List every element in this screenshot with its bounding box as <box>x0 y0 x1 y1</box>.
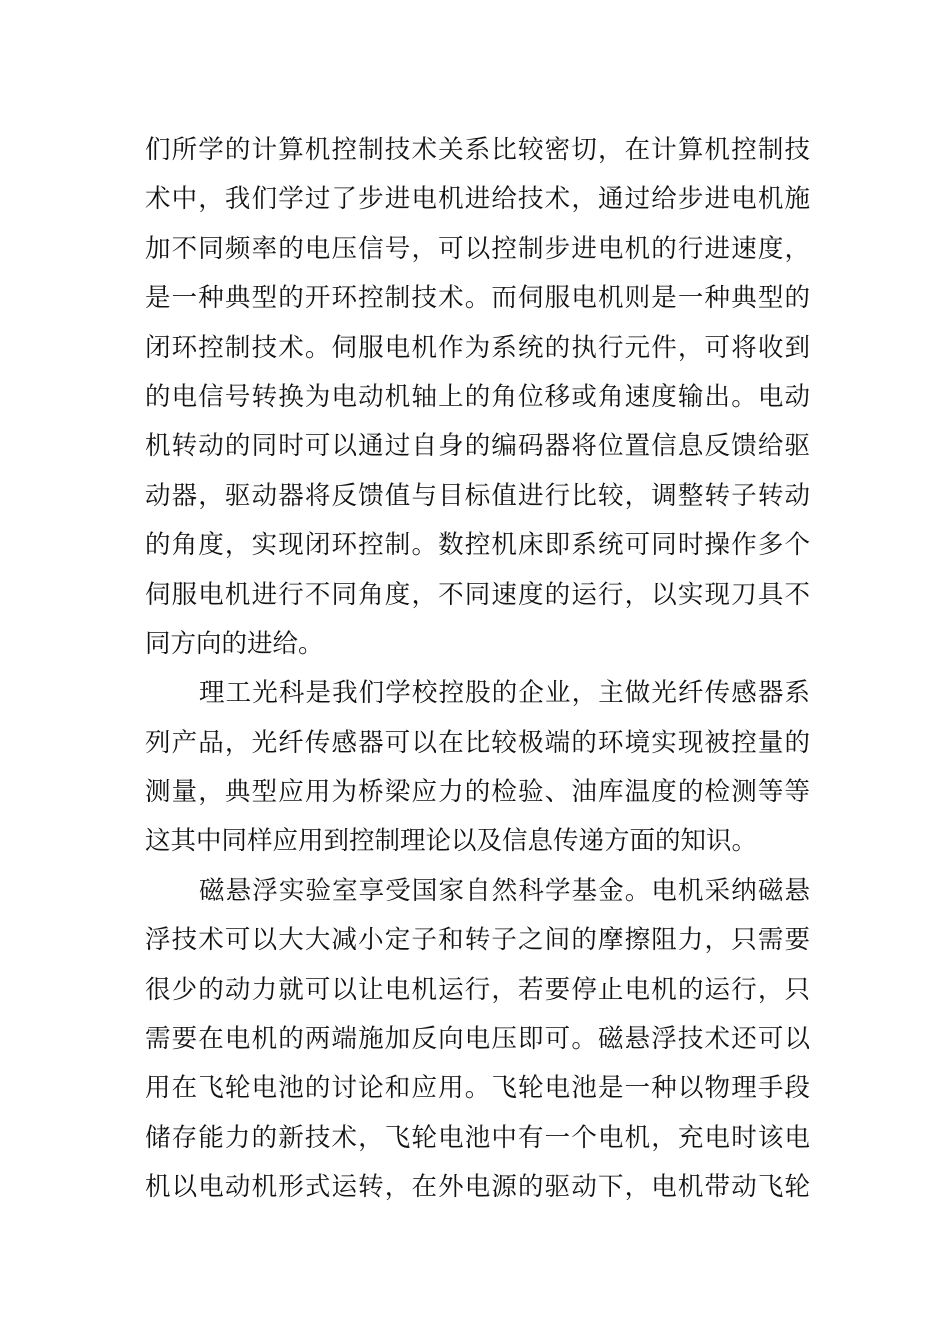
text-line: 闭环控制技术。伺服电机作为系统的执行元件，可将收到 <box>145 332 810 363</box>
text-line: 列产品，光纤传感器可以在比较极端的环境实现被控量的 <box>145 727 810 758</box>
text-line: 的角度，实现闭环控制。数控机床即系统可同时操作多个 <box>145 530 810 561</box>
text-line: 们所学的计算机控制技术关系比较密切，在计算机控制技 <box>145 135 810 165</box>
text-line: 术中，我们学过了步进电机进给技术，通过给步进电机施 <box>145 184 810 215</box>
text-line: 很少的动力就可以让电机运行，若要停止电机的运行，只 <box>145 974 810 1005</box>
paragraph-fiber-sensor <box>145 669 810 867</box>
text-line: 的电信号转换为电动机轴上的角位移或角速度输出。电动 <box>145 381 810 412</box>
body-text <box>145 126 810 1213</box>
text-line: 储存能力的新技术，飞轮电池中有一个电机，充电时该电 <box>145 1122 810 1153</box>
text-line: 这其中同样应用到控制理论以及信息传递方面的知识。 <box>145 826 758 857</box>
text-line: 加不同频率的电压信号，可以控制步进电机的行进速度， <box>145 233 810 264</box>
paragraph-maglev <box>145 867 810 1213</box>
text-line: 理工光科是我们学校控股的企业，主做光纤传感器系 <box>199 678 810 709</box>
text-line: 需要在电机的两端施加反向电压即可。磁悬浮技术还可以 <box>145 1024 810 1055</box>
text-line: 是一种典型的开环控制技术。而伺服电机则是一种典型的 <box>145 283 810 314</box>
text-line: 用在飞轮电池的讨论和应用。飞轮电池是一种以物理手段 <box>145 1073 810 1104</box>
text-line: 磁悬浮实验室享受国家自然科学基金。电机采纳磁悬 <box>199 875 810 906</box>
text-line: 浮技术可以大大减小定子和转子之间的摩擦阻力，只需要 <box>145 925 810 956</box>
text-line: 伺服电机进行不同角度，不同速度的运行，以实现刀具不 <box>145 579 810 610</box>
text-line: 同方向的进给。 <box>145 628 324 659</box>
text-line: 机以电动机形式运转，在外电源的驱动下，电机带动飞轮 <box>145 1172 810 1203</box>
text-line: 机转动的同时可以通过自身的编码器将位置信息反馈给驱 <box>145 431 810 462</box>
paragraph-servo-motor <box>145 126 810 669</box>
text-line: 测量，典型应用为桥梁应力的检验、油库温度的检测等等 <box>145 777 810 808</box>
text-line: 动器，驱动器将反馈值与目标值进行比较，调整转子转动 <box>145 480 810 511</box>
